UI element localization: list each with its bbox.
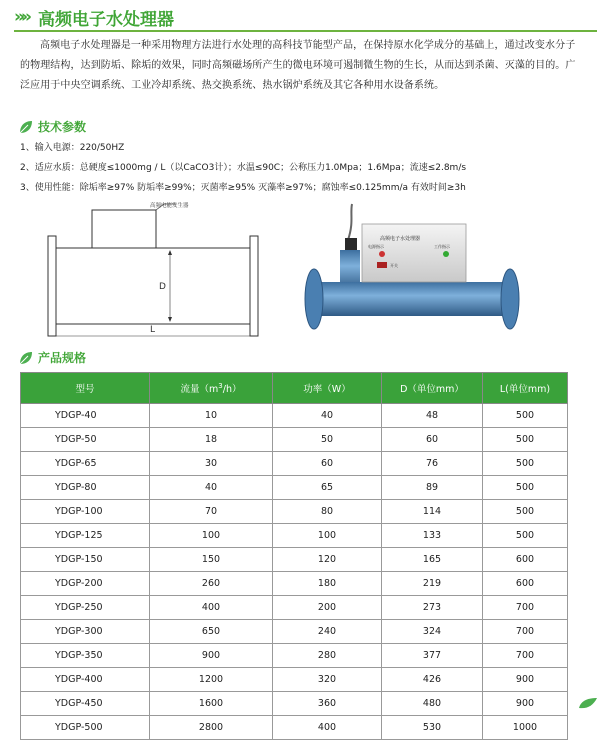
cell-d: 133 [382, 524, 483, 548]
cell-power: 120 [273, 548, 382, 572]
table-row [21, 620, 568, 644]
cell-d: 48 [382, 404, 483, 428]
table-row [21, 404, 568, 428]
cell-flow: 650 [150, 620, 273, 644]
cell-power: 50 [273, 428, 382, 452]
cell-flow: 900 [150, 644, 273, 668]
table-header-row [21, 373, 568, 404]
cell-model: YDGP-200 [21, 572, 150, 596]
col-d: D（单位mm） [382, 373, 483, 404]
table-row [21, 524, 568, 548]
cell-model: YDGP-40 [21, 404, 150, 428]
cell-l: 500 [483, 452, 568, 476]
cell-d: 76 [382, 452, 483, 476]
page-header [14, 4, 174, 30]
cell-d: 114 [382, 500, 483, 524]
table-row [21, 428, 568, 452]
page-title: 高频电子水处理器 [37, 9, 174, 30]
cell-model: YDGP-300 [21, 620, 150, 644]
cell-d: 377 [382, 644, 483, 668]
panel-title: 高频电子水处理器 [380, 236, 421, 242]
cell-model: YDGP-50 [21, 428, 150, 452]
cell-power: 400 [273, 716, 382, 740]
cell-power: 360 [273, 692, 382, 716]
cell-l: 900 [483, 692, 568, 716]
specs-heading: 产品规格 [38, 351, 87, 365]
leaf-icon [18, 119, 34, 135]
cell-model: YDGP-125 [21, 524, 150, 548]
specs-table [20, 372, 568, 740]
cell-power: 40 [273, 404, 382, 428]
header-divider [14, 30, 597, 32]
cell-power: 65 [273, 476, 382, 500]
generator-label: 高频电能发生器 [150, 203, 189, 209]
leaf-icon [18, 350, 34, 366]
param-line-performance: 3、使用性能：除垢率≥97% 防垢率≥99%；灭菌率≥95% 灭藻率≥97%；腐蚀率≤0.125mm/a 有效时间≥3h [20, 183, 466, 193]
cell-flow: 10 [150, 404, 273, 428]
cell-d: 165 [382, 548, 483, 572]
leaf-icon [577, 696, 599, 710]
tech-section-heading [18, 118, 86, 135]
col-power: 功率（W） [273, 373, 382, 404]
cell-model: YDGP-80 [21, 476, 150, 500]
cell-power: 80 [273, 500, 382, 524]
table-row [21, 716, 568, 740]
table-row [21, 668, 568, 692]
cell-d: 273 [382, 596, 483, 620]
cell-l: 700 [483, 620, 568, 644]
cell-flow: 400 [150, 596, 273, 620]
cell-flow: 40 [150, 476, 273, 500]
cell-d: 60 [382, 428, 483, 452]
cell-d: 324 [382, 620, 483, 644]
cell-flow: 18 [150, 428, 273, 452]
cell-l: 600 [483, 572, 568, 596]
cell-power: 180 [273, 572, 382, 596]
tech-heading: 技术参数 [38, 120, 87, 134]
cell-model: YDGP-350 [21, 644, 150, 668]
device-photo [300, 196, 530, 341]
switch-label: 开关 [390, 263, 398, 268]
cell-model: YDGP-65 [21, 452, 150, 476]
cell-l: 600 [483, 548, 568, 572]
cell-d: 480 [382, 692, 483, 716]
cell-power: 100 [273, 524, 382, 548]
cell-power: 200 [273, 596, 382, 620]
d-label: D [159, 282, 166, 292]
cell-flow: 2800 [150, 716, 273, 740]
cell-flow: 150 [150, 548, 273, 572]
col-flow: 流量$(m^3/h)$ [150, 373, 273, 404]
cell-model: YDGP-400 [21, 668, 150, 692]
intro-paragraph: 高频电子水处理器是一种采用物理方法进行水处理的高科技节能型产品，在保持原水化学成分的基础上，通过改变水分子的物理结构，达到防垢、除垢的效果，同时高频磁场所产生的微电环境可遏制微生物的生长，从而达到杀菌、灭藻的目的。广泛应用于中央空调系统、工业冷却系统、热交换系统、热水锅炉系统及其它各种用水设备系统。 [20, 40, 576, 91]
cell-model: YDGP-100 [21, 500, 150, 524]
cell-l: 500 [483, 428, 568, 452]
cell-l: 500 [483, 500, 568, 524]
param-line-power: 1、输入电源：220/50HZ [20, 143, 125, 153]
cell-model: YDGP-500 [21, 716, 150, 740]
cell-power: 240 [273, 620, 382, 644]
col-model: 型号 [21, 373, 150, 404]
table-row [21, 476, 568, 500]
cell-d: 530 [382, 716, 483, 740]
col-l: L(单位mm) [483, 373, 568, 404]
cell-power: 320 [273, 668, 382, 692]
cell-l: 1000 [483, 716, 568, 740]
table-row [21, 548, 568, 572]
table-row [21, 500, 568, 524]
cell-l: 500 [483, 524, 568, 548]
cell-l: 900 [483, 668, 568, 692]
cell-model: YDGP-150 [21, 548, 150, 572]
tech-params [20, 138, 466, 198]
cell-d: 426 [382, 668, 483, 692]
cell-power: 60 [273, 452, 382, 476]
table-row [21, 452, 568, 476]
cell-l: 700 [483, 644, 568, 668]
cell-power: 280 [273, 644, 382, 668]
cell-d: 219 [382, 572, 483, 596]
cell-flow: 1600 [150, 692, 273, 716]
cell-flow: 260 [150, 572, 273, 596]
cell-flow: 70 [150, 500, 273, 524]
dimension-diagram [40, 196, 270, 341]
cell-d: 89 [382, 476, 483, 500]
cell-flow: 1200 [150, 668, 273, 692]
cell-flow: 30 [150, 452, 273, 476]
work-indicator-label: 工作指示 [434, 244, 450, 249]
cell-l: 500 [483, 404, 568, 428]
cell-l: 700 [483, 596, 568, 620]
table-row [21, 692, 568, 716]
table-row [21, 596, 568, 620]
specs-section-heading [18, 349, 86, 366]
cell-l: 500 [483, 476, 568, 500]
chevron-icon: »» [14, 7, 28, 27]
table-row [21, 572, 568, 596]
power-indicator-label: 电源指示 [368, 244, 384, 249]
cell-model: YDGP-450 [21, 692, 150, 716]
l-label: L [150, 325, 156, 335]
table-row [21, 644, 568, 668]
param-line-water: 2、适应水质：总硬度≤1000mg / L（以CaCO3计）；水温≤90C；公称压力1.0Mpa；1.6Mpa；流速≤2.8m/s [20, 163, 467, 173]
cell-model: YDGP-250 [21, 596, 150, 620]
cell-flow: 100 [150, 524, 273, 548]
